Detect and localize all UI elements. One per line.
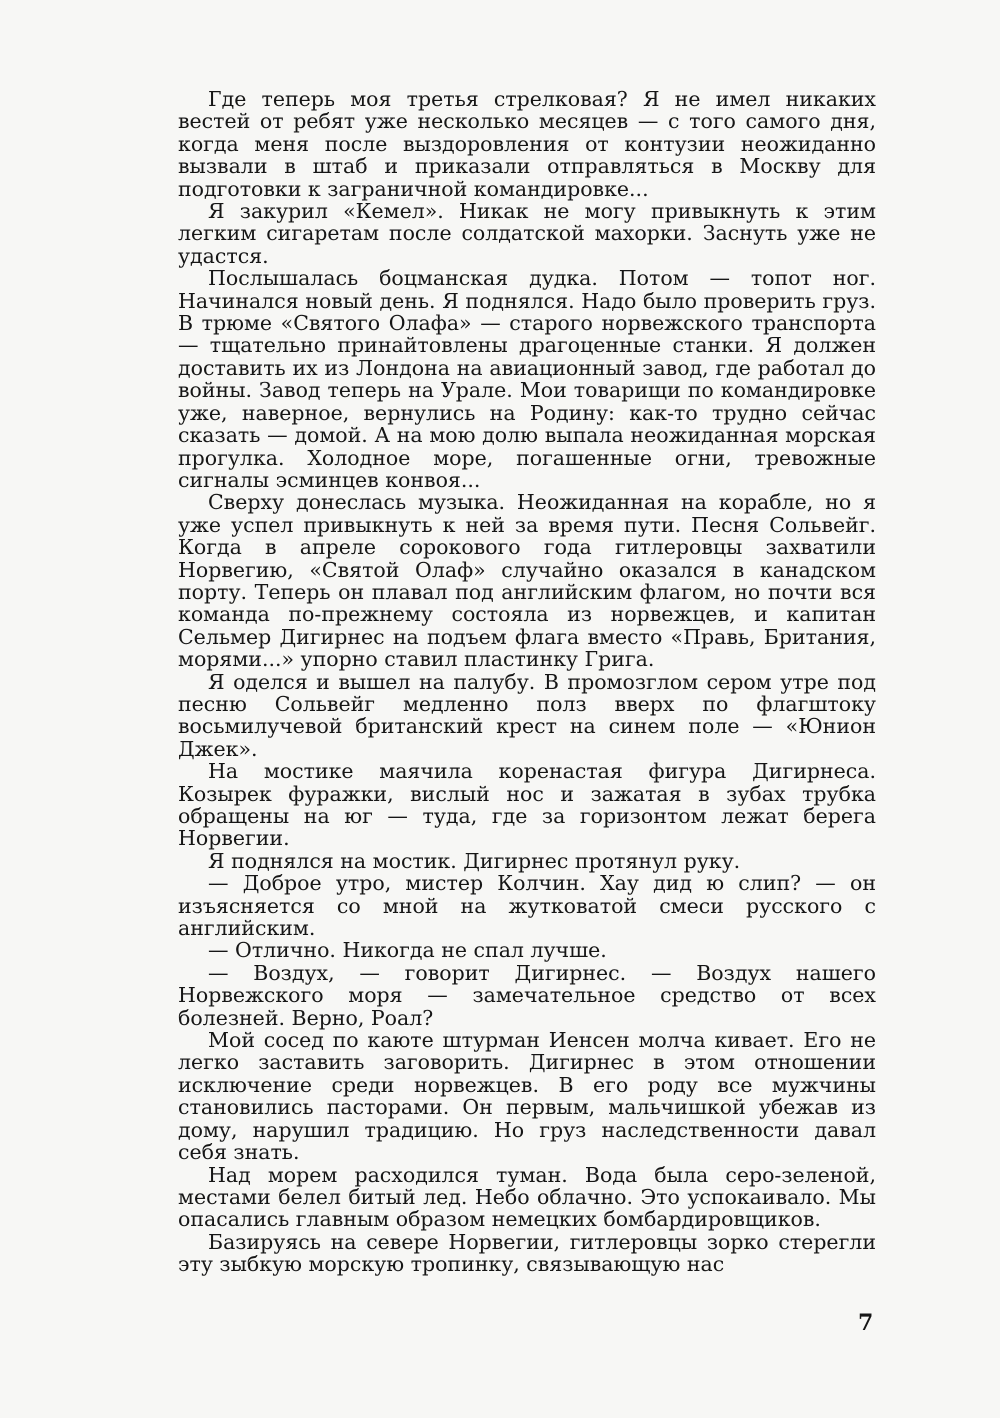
- page-number: 7: [858, 1310, 874, 1336]
- paragraph: На мостике маячила коренастая фигура Дигирнеса. Козырек фуражки, вислый нос и зажатая в зубах трубка обращены на юг — туда, где за горизонтом лежат берега Норвегии.: [178, 759, 876, 851]
- paragraph: — Воздух, — говорит Дигирнес. — Воздух нашего Норвежского моря — замечательное средство от всех болезней. Верно, Роал?: [178, 960, 876, 1030]
- paragraph: Сверху донеслась музыка. Неожиданная на корабле, но я уже успел привыкнуть к ней за время пути. Песня Сольвейг. Когда в апреле сорокового года гитлеровцы захватили Норвегию, «Святой Олаф» случайно оказался в канадском порту. Теперь он плавал под английским флагом, но почти вся команда по-прежнему состояла из норвежцев, и капитан Сельмер Дигирнес на подъем флага вместо «Правь, Британия, морями...» упорно ставил пластинку Грига.: [178, 490, 876, 672]
- paragraph: Послышалась боцманская дудка. Потом — топот ног. Начинался новый день. Я поднялся. Надо было проверить груз. В трюме «Святого Олафа» — старого норвежского транспорта — тщательно принайтовлены драгоценные станки. Я должен доставить их из Лондона на авиационный завод, где работал до войны. Завод теперь на Урале. Мои товарищи по командировке уже, наверное, вернулись на Родину: как-то трудно сейчас сказать — домой. А на мою долю выпала неожиданная морская прогулка. Холодное море, погашенные огни, тревожные сигналы эсминцев конвоя...: [178, 266, 876, 492]
- paragraph: Мой сосед по каюте штурман Иенсен молча кивает. Его не легко заставить заговорить. Дигирнес в этом отношении исключение среди норвежцев. В его роду все мужчины становились пасторами. Он первым, мальчишкой убежав из дому, нарушил традицию. Но груз наследственности давал себя знать.: [178, 1028, 876, 1165]
- paragraph: Я оделся и вышел на палубу. В промозглом сером утре под песню Сольвейг медленно полз вверх по флагштоку восьмилучевой британский крест на синем поле — «Юнион Джек».: [178, 669, 876, 761]
- paragraph: Где теперь моя третья стрелковая? Я не имел никаких вестей от ребят уже несколько месяцев — с того самого дня, когда меня после выздоровления от контузии неожиданно вызвали в штаб и приказали отправляться в Москву для подготовки к заграничной командировке...: [178, 87, 876, 201]
- paragraph: — Доброе утро, мистер Колчин. Хау дид ю слип? — он изъясняется со мной на жутковатой смеси русского с английским.: [178, 871, 876, 941]
- paragraph: Я поднялся на мостик. Дигирнес протянул руку.: [208, 848, 741, 873]
- body-text: [178, 88, 876, 1276]
- paragraph: Базируясь на севере Норвегии, гитлеровцы зорко стерегли эту зыбкую морскую тропинку, связывающую нас: [178, 1229, 876, 1277]
- paragraph: — Отлично. Никогда не спал лучше.: [208, 938, 607, 963]
- paragraph: Я закурил «Кемел». Никак не могу привыкнуть к этим легким сигаретам после солдатской махорки. Заснуть уже не удастся.: [178, 199, 876, 268]
- paragraph: Над морем расходился туман. Вода была серо-зеленой, местами белел битый лед. Небо облачно. Это успокаивало. Мы опасались главным образом немецких бомбардировщиков.: [178, 1162, 876, 1232]
